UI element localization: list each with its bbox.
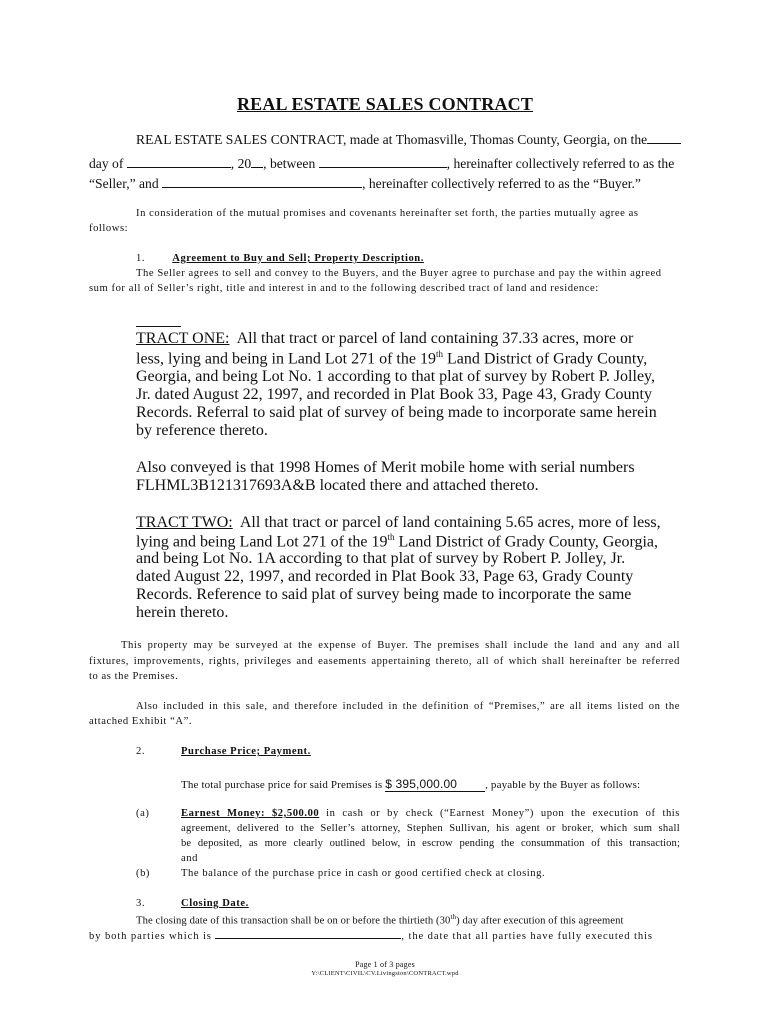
purchase-price-payable: , payable by the Buyer as follows: [485,779,641,791]
tract-two-line-1 [136,514,661,532]
section-3-text-1a: The closing date of this transaction shall be on or before the thirtieth (30 [136,915,451,927]
tract-two-line-2 [136,532,658,551]
section-3-line-1 [136,913,624,927]
consideration-line-1: In consideration of the mutual promises and covenants hereinafter set forth, the parties mutually agree as [136,208,639,219]
tract-one-text-1: All that tract or parcel of land containing 37.33 acres, more or [236,330,634,347]
footer-file-path: Y:\CLIENT\CIVIL\CV.Livingston\CONTRACT.wpd [311,970,459,977]
item-b-line-1: The balance of the purchase price in cash or good certified check at closing. [181,868,546,879]
section-3-line-2 [89,929,653,942]
tract-one-label: TRACT ONE: [136,330,230,347]
tract-two-line-5: Records. Reference to said plat of survey being made to incorporate the same [136,586,632,603]
section-1-line-2: sum for all of Seller’s right, title and interest in and to the following described tract of land and residence: [89,283,599,294]
section-2-heading: Purchase Price; Payment. [181,746,311,757]
earnest-money-heading: Earnest Money: $2,500.00 [181,808,320,819]
premises-line-2: fixtures, improvements, rights, privileges and easements appertaining thereto, all of which shall hereinafter be referred [89,656,680,667]
tract-one-line-2 [136,349,647,368]
section-1-line-1: The Seller agrees to sell and convey to the Buyers, and the Buyer agree to purchase and pay the within agreed [136,268,662,279]
also-included-line-2: attached Exhibit “A”. [89,716,193,727]
tract-two-text-2b: Land District of Grady County, Georgia, [398,533,659,551]
tract-one-text-2a: less, lying and being in Land Lot 271 of the 19 [136,350,436,368]
tract-one-line-6: by reference thereto. [136,422,268,439]
section-2-number: 2. [136,746,146,757]
section-3-number: 3. [136,898,146,909]
blank-day-number [647,131,681,144]
intro-between: , between [263,156,316,171]
tract-two-line-6: herein thereto. [136,604,229,621]
also-included-line-1: Also included in this sale, and therefore included in the definition of “Premises,” are all items listed on the [136,701,680,712]
section-3-sup: th [450,913,457,921]
intro-year-prefix: , 20 [230,156,252,171]
tract-one-text-2b: Land District of Grady County, [446,350,648,368]
tract-one-line-1 [136,330,633,348]
tract-one-overline [136,326,181,327]
item-a-label: (a) [136,808,150,819]
section-3-heading: Closing Date. [181,898,249,909]
section-1-header [136,253,424,264]
section-3-text-1b: ) day after execution of this agreement [456,915,624,927]
intro-buyer-ref: , hereinafter collectively referred to as the “Buyer.” [362,176,641,191]
tract-two-label: TRACT TWO: [136,514,233,531]
section-3-text-2a: by both parties which is [89,931,212,942]
item-a-line-3: be deposited, as more clearly outlined below, in escrow pending the consummation of this transaction; [181,838,680,849]
tract-one-line-4: Jr. dated August 22, 1997, and recorded in Plat Book 33, Page 43, Grady County [136,386,652,403]
intro-line-2 [89,155,674,172]
tract-two-text-1: All that tract or parcel of land containing 5.65 acres, more of less, [239,514,661,531]
tract-one-line-5: Records. Referral to said plat of survey of being made to incorporate same herein [136,404,657,421]
also-conveyed-line-1: Also conveyed is that 1998 Homes of Merit mobile home with serial numbers [136,459,635,476]
tract-one-line-3: Georgia, and being Lot No. 1 according to that plat of survey by Robert P. Jolley, [136,368,656,385]
also-conveyed-line-2: FLHML3B121317693A&B located there and attached thereto. [136,477,539,494]
item-b-label: (b) [136,868,151,879]
blank-buyer [162,175,362,188]
tract-two-line-4: dated August 22, 1997, and recorded in Plat Book 33, Page 63, Grady County [136,568,634,585]
section-3-text-2b: , the date that all parties have fully executed this [401,931,653,942]
premises-line-3: to as the Premises. [89,671,179,682]
consideration-line-2: follows: [89,223,129,234]
intro-day-of: day of [89,156,124,171]
tract-two-line-3: and being Lot No. 1A according to that plat of survey by Robert P. Jolley, Jr. [136,550,626,567]
footer-page-number: Page 1 of 3 pages [355,960,415,969]
intro-line-3 [89,175,641,192]
item-a-line-1 [181,808,680,819]
intro-seller-and: “Seller,” and [89,176,159,191]
purchase-price-text: The total purchase price for said Premises is [181,779,383,791]
purchase-price-line [181,777,640,791]
intro-line-1 [136,131,681,148]
intro-text-1: REAL ESTATE SALES CONTRACT, made at Thomasville, Thomas County, Georgia, on the [136,132,648,147]
blank-seller [319,155,447,168]
section-1-number: 1. [136,253,146,264]
section-1-heading: Agreement to Buy and Sell; Property Description. [172,253,424,264]
premises-line-1: This property may be surveyed at the expense of Buyer. The premises shall include the land and any and all [121,640,680,651]
item-a-line-4: and [181,853,198,864]
blank-year [251,155,263,168]
tract-one-sup: th [435,349,443,359]
purchase-price-value: $ 395,000.00 [385,777,485,792]
blank-month [127,155,231,168]
blank-execution-date [215,929,401,939]
item-a-text-1: in cash or by check (“Earnest Money”) upon the execution of this [326,808,680,819]
intro-seller-ref: , hereinafter collectively referred to as the [446,156,675,171]
tract-two-text-2a: lying and being Land Lot 271 of the 19 [136,533,388,551]
document-title: REAL ESTATE SALES CONTRACT [236,94,534,114]
item-a-line-2: agreement, delivered to the Seller’s attorney, Stephen Sullivan, his agent or broker, which sum shall [181,823,680,834]
tract-two-sup: th [387,532,395,542]
